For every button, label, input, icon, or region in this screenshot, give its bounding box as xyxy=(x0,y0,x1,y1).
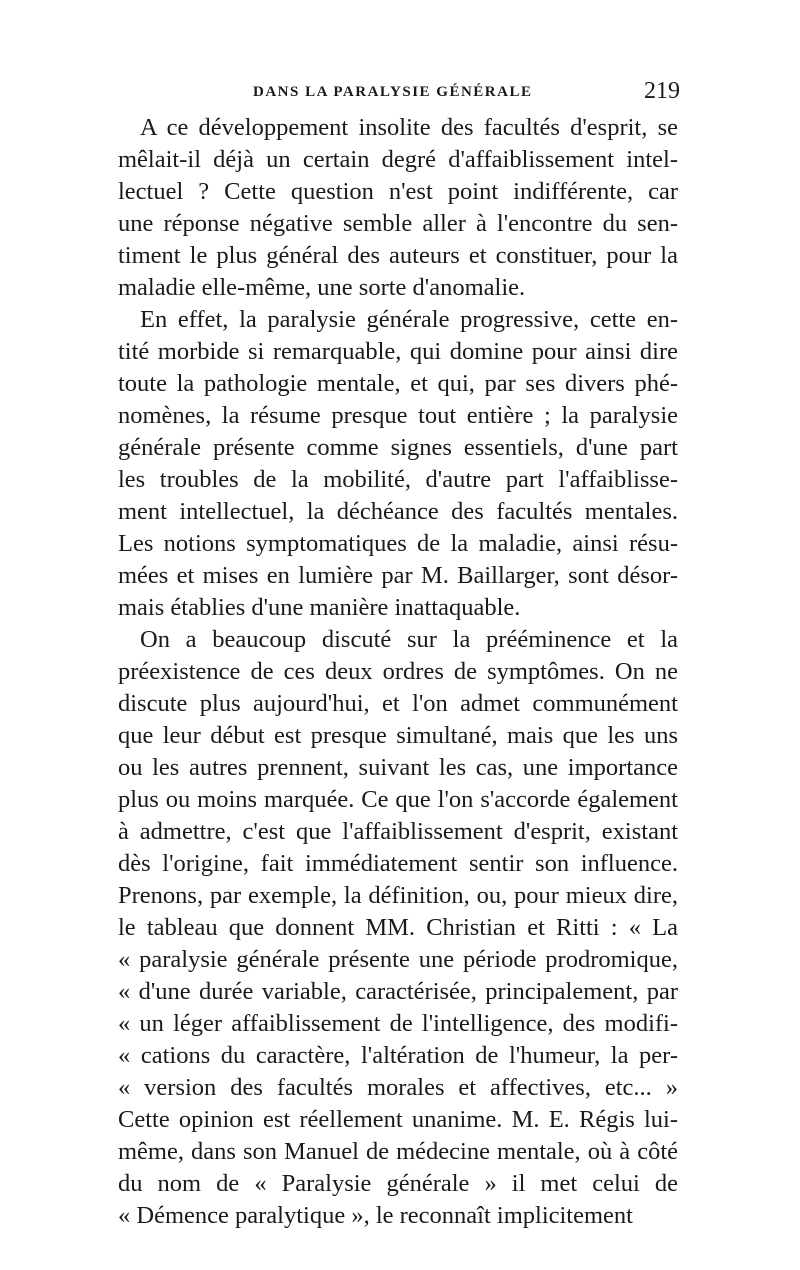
text-line: les troubles de la mobilité, d'autre part l'affaiblisse- xyxy=(118,466,678,493)
text-line: plus ou moins marquée. Ce que l'on s'accorde également xyxy=(118,786,678,813)
paragraph xyxy=(118,304,678,624)
text-line: tité morbide si remarquable, qui domine pour ainsi dire xyxy=(118,338,678,365)
text-line: lectuel ? Cette question n'est point indifférente, car xyxy=(118,178,678,205)
text-line: maladie elle-même, une sorte d'anomalie. xyxy=(118,274,526,301)
text-line: que leur début est presque simultané, mais que les uns xyxy=(118,722,678,749)
running-title: DANS LA PARALYSIE GÉNÉRALE xyxy=(253,84,533,100)
text-line: timent le plus général des auteurs et constituer, pour la xyxy=(118,242,678,269)
text-line: « d'une durée variable, caractérisée, principalement, par xyxy=(118,978,678,1005)
text-line: Cette opinion est réellement unanime. M. E. Régis lui- xyxy=(118,1106,678,1133)
text-line: En effet, la paralysie générale progressive, cette en- xyxy=(140,306,678,333)
text-line: ment intellectuel, la déchéance des facultés mentales. xyxy=(118,498,678,525)
text-line: A ce développement insolite des facultés d'esprit, se xyxy=(140,114,678,141)
text-line: nomènes, la résume presque tout entière ; la paralysie xyxy=(118,402,678,429)
text-line: préexistence de ces deux ordres de symptômes. On ne xyxy=(118,658,678,685)
text-line: générale présente comme signes essentiels, d'une part xyxy=(118,434,678,461)
text-line: Les notions symptomatiques de la maladie, ainsi résu- xyxy=(118,530,678,557)
text-line: le tableau que donnent MM. Christian et Ritti : « La xyxy=(118,914,678,941)
text-line: « Démence paralytique », le reconnaît implicitement xyxy=(118,1202,633,1229)
text-line: « cations du caractère, l'altération de l'humeur, la per- xyxy=(118,1042,678,1069)
text-line: à admettre, c'est que l'affaiblissement d'esprit, existant xyxy=(118,818,678,845)
text-line: ou les autres prennent, suivant les cas, une importance xyxy=(118,754,678,781)
text-line: mêlait-il déjà un certain degré d'affaiblissement intel- xyxy=(118,146,678,173)
text-line: discute plus aujourd'hui, et l'on admet communément xyxy=(118,690,678,717)
text-line: mais établies d'une manière inattaquable. xyxy=(118,594,521,621)
text-line: Prenons, par exemple, la définition, ou, pour mieux dire, xyxy=(118,882,678,909)
text-line: dès l'origine, fait immédiatement sentir son influence. xyxy=(118,850,678,877)
text-line: une réponse négative semble aller à l'encontre du sen- xyxy=(118,210,678,237)
page-header xyxy=(118,78,678,108)
text-line: toute la pathologie mentale, et qui, par ses divers phé- xyxy=(118,370,678,397)
page-number: 219 xyxy=(644,78,680,104)
text-line: du nom de « Paralysie générale » il met celui de xyxy=(118,1170,678,1197)
paragraph xyxy=(118,112,678,304)
text-line: On a beaucoup discuté sur la prééminence et la xyxy=(140,626,678,653)
text-body xyxy=(118,112,678,1232)
text-line: « paralysie générale présente une période prodromique, xyxy=(118,946,678,973)
paragraph xyxy=(118,624,678,1232)
text-line: « version des facultés morales et affectives, etc... » xyxy=(118,1074,678,1101)
text-line: « un léger affaiblissement de l'intelligence, des modifi- xyxy=(118,1010,678,1037)
text-line: même, dans son Manuel de médecine mentale, où à côté xyxy=(118,1138,678,1165)
text-line: mées et mises en lumière par M. Baillarger, sont désor- xyxy=(118,562,678,589)
book-page xyxy=(118,78,678,1232)
